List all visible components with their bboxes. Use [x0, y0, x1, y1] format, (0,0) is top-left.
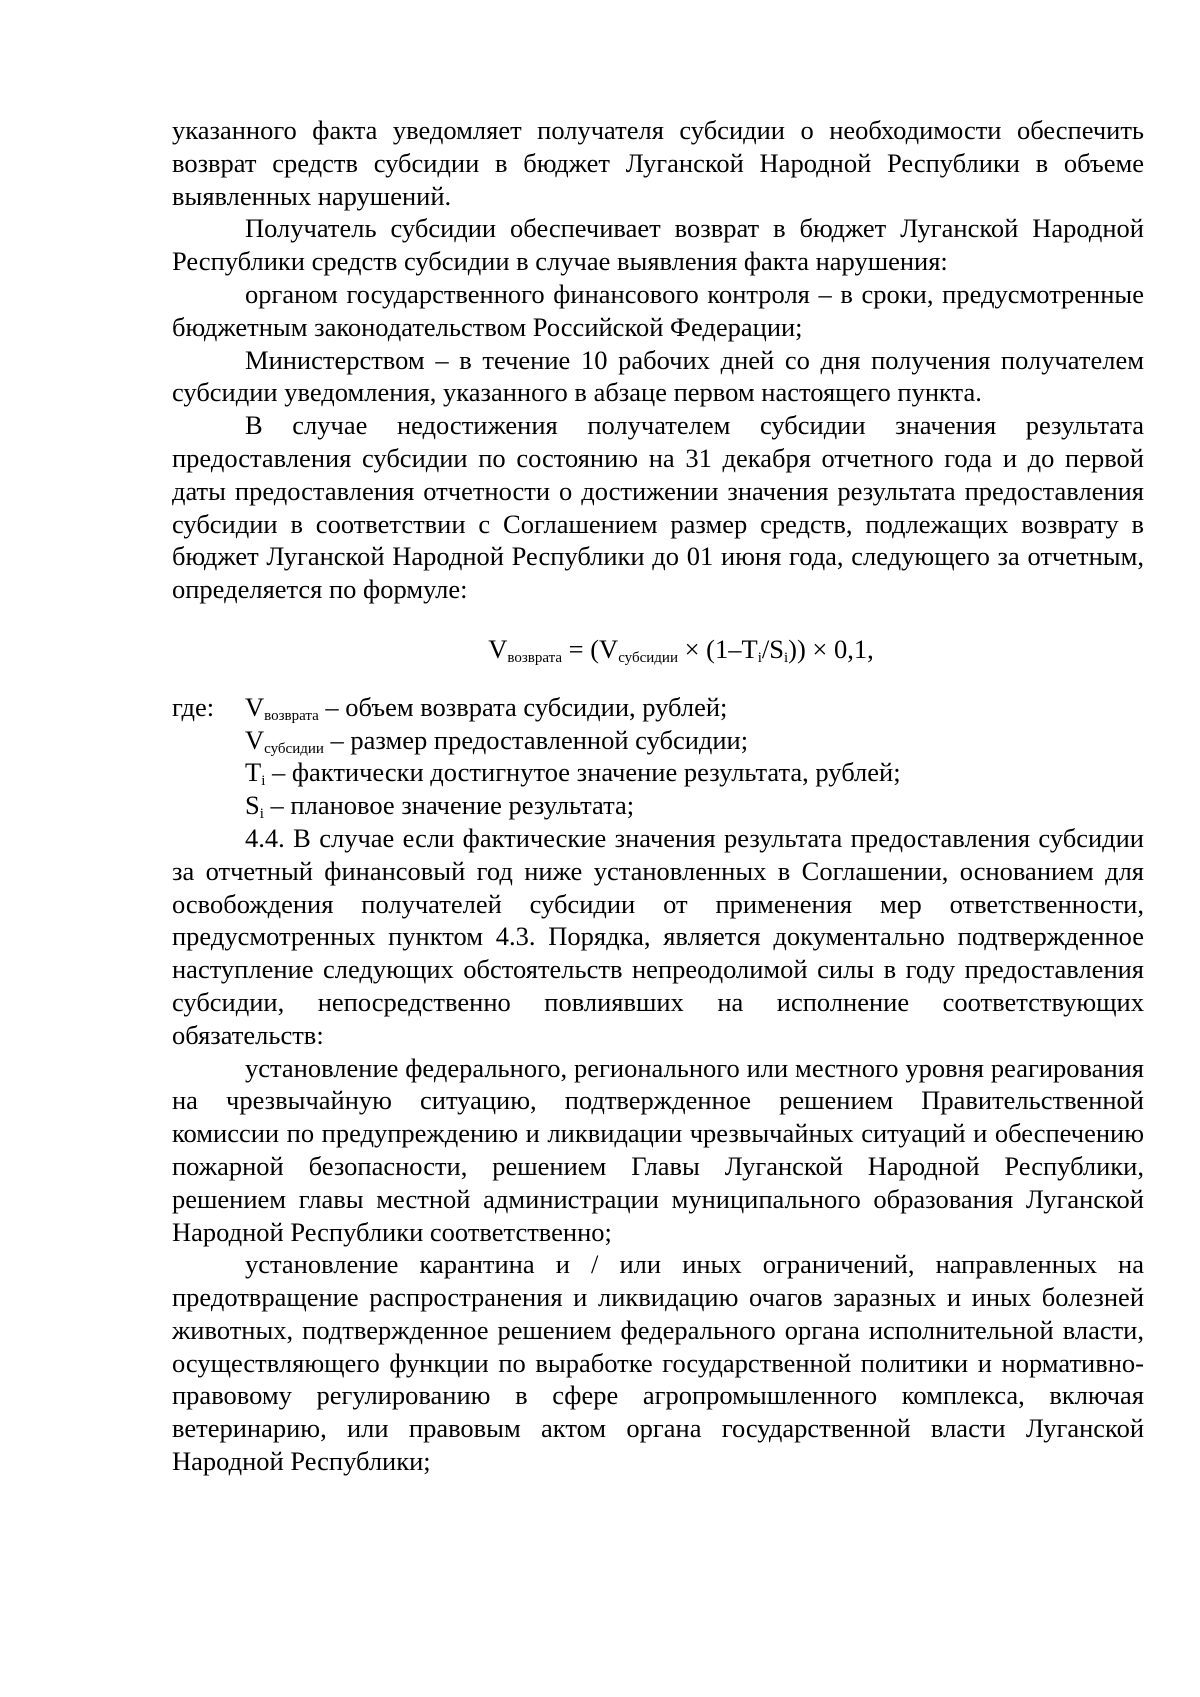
formula-sub-s: i: [783, 649, 789, 666]
definition-symbol: T: [245, 757, 262, 788]
paragraph-emergency-response: установление федерального, регионального или местного уровня реагирования на чрезвычайную ситуацию, подтвержденное решением Правительственной комиссии по предупреждению и ликвидации чрезвычайных ситуаций и обеспечению пожарной безопасности, решением Главы Луганской Народной Республики, решением главы местной администрации муниципального образования Луганской Народной Республики соответственно;: [172, 1052, 1144, 1247]
formula-sub-refund: возврата: [507, 649, 563, 666]
formula-mid: × (1–T: [677, 633, 758, 664]
paragraph-notice-continuation: указанного факта уведомляет получателя субсидии о необходимости обеспечить возврат средств субсидии в бюджет Луганской Народной Республики в объеме выявленных нарушений.: [172, 115, 1144, 211]
definition-subscript: i: [261, 773, 266, 790]
definition-subscript: субсидии: [264, 740, 324, 757]
definition-text: – размер предоставленной субсидии;: [323, 724, 749, 755]
definition-t-i: [172, 756, 1144, 789]
formula-sub-subsidy: субсидии: [618, 649, 678, 666]
definition-symbol: V: [245, 724, 265, 755]
definition-symbol: V: [245, 691, 265, 722]
formula-sub-t: i: [757, 649, 762, 666]
definition-text: – фактически достигнутое значение результата, рублей;: [265, 757, 901, 788]
formula-slash: /S: [761, 633, 784, 664]
formula-v-refund: V: [488, 633, 508, 664]
definition-text: – плановое значение результата;: [263, 790, 635, 821]
refund-formula: [218, 633, 1144, 666]
definition-text: – объем возврата субсидии, рублей;: [318, 691, 728, 722]
definition-where-label: где:: [172, 691, 215, 722]
paragraph-non-achievement: В случае недостижения получателем субсидии значения результата предоставления субсидии по состоянию на 31 декабря отчетного года и до первой даты предоставления отчетности о достижении значения результата предоставления субсидии в соответствии с Соглашением размер средств, подлежащих возврату в бюджет Луганской Народной Республики до 01 июня года, следующего за отчетным, определяется по формуле:: [172, 410, 1144, 605]
definition-s-i: [172, 789, 1144, 822]
definition-v-subsidy: [172, 724, 1144, 757]
definition-subscript: i: [259, 806, 264, 823]
paragraph-control-body: органом государственного финансового контроля – в сроки, предусмотренные бюджетным законодательством Российской Федерации;: [172, 278, 1144, 342]
document-body: [172, 114, 1144, 1478]
formula-eq: = (V: [562, 633, 619, 664]
paragraph-ministry: Министерством – в течение 10 рабочих дней со дня получения получателем субсидии уведомления, указанного в абзаце первом настоящего пункта.: [172, 344, 1144, 408]
formula-end: )) × 0,1,: [788, 633, 874, 664]
definition-subscript: возврата: [264, 707, 319, 724]
definition-symbol: S: [245, 790, 260, 821]
paragraph-refund-obligation: Получатель субсидии обеспечивает возврат в бюджет Луганской Народной Республики средств субсидии в случае выявления факта нарушения:: [172, 213, 1144, 277]
definition-v-refund: [172, 691, 1144, 724]
paragraph-quarantine: установление карантина и / или иных ограничений, направленных на предотвращение распространения и ликвидацию очагов заразных и иных болезней животных, подтвержденное решением федерального органа исполнительной власти, осуществляющего функции по выработке государственной политики и нормативно-правовому регулированию в сфере агропромышленного комплекса, включая ветеринарию, или правовым актом органа государственной власти Луганской Народной Республики;: [172, 1249, 1144, 1477]
paragraph-section-4-4: 4.4. В случае если фактические значения результата предоставления субсидии за отчетный финансовый год ниже установленных в Соглашении, основанием для освобождения получателей субсидии от применения мер ответственности, предусмотренных пунктом 4.3. Порядка, является документально подтвержденное наступление следующих обстоятельств непреодолимой силы в году предоставления субсидии, непосредственно повлиявших на исполнение соответствующих обязательств:: [172, 822, 1144, 1050]
